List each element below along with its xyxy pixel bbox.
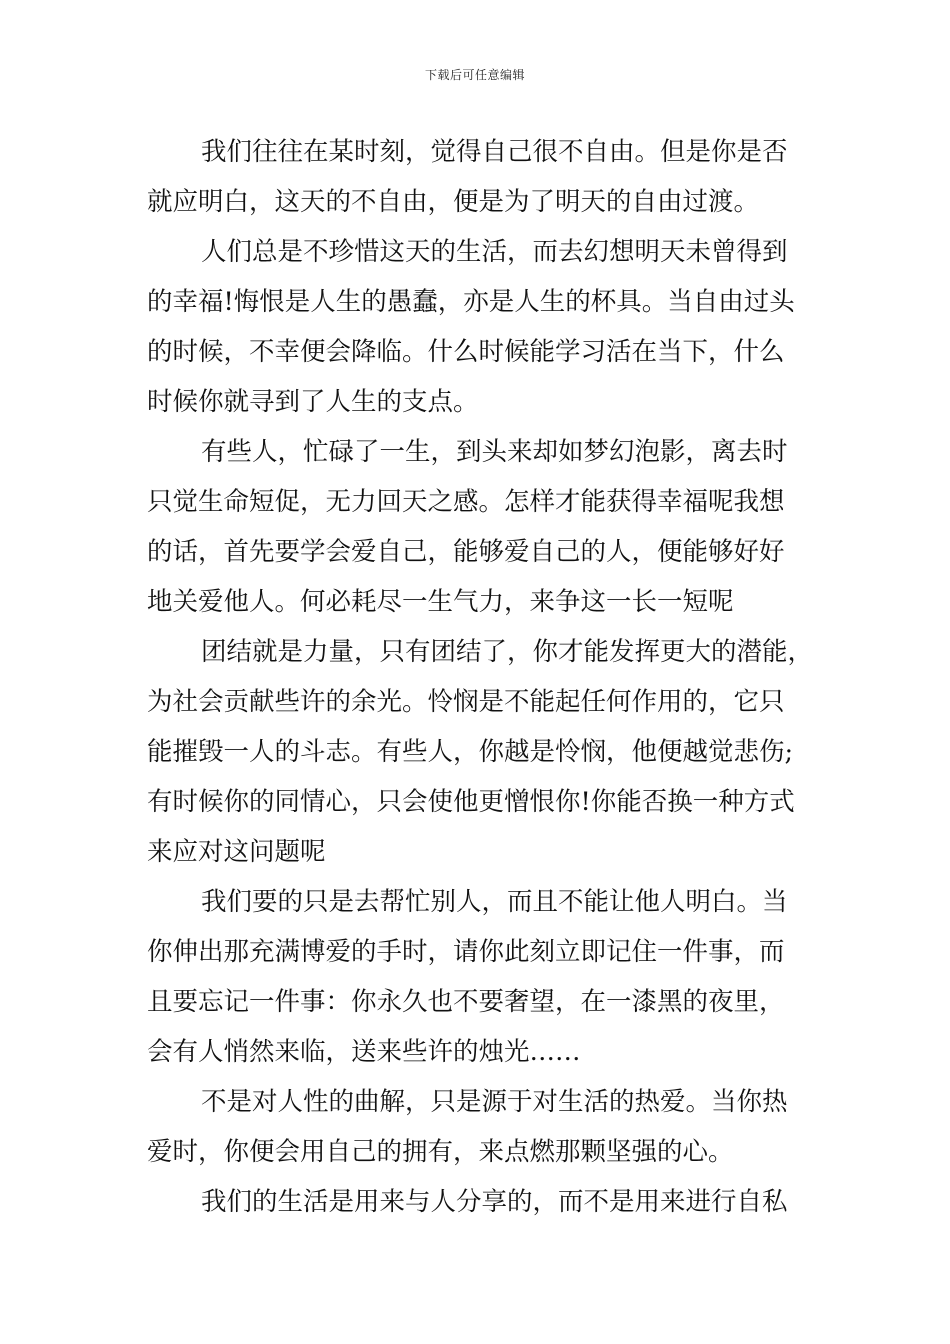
text-line: 来应对这问题呢 xyxy=(147,837,326,867)
text-line: 为社会贡献些许的余光。怜悯是不能起任何作用的，它只 xyxy=(147,687,785,717)
text-line: 就应明白，这天的不自由，便是为了明天的自由过渡。 xyxy=(147,187,760,217)
text-line: 有些人，忙碌了一生，到头来却如梦幻泡影，离去时 xyxy=(201,437,788,467)
text-line: 地关爱他人。何必耗尽一生气力，来争这一长一短呢 xyxy=(147,587,734,617)
text-line: 不是对人性的曲解，只是源于对生活的热爱。当你热 xyxy=(201,1087,788,1117)
text-line: 团结就是力量，只有团结了，你才能发挥更大的潜能， xyxy=(201,637,814,667)
document-body xyxy=(147,127,827,1227)
page-header: 下载后可任意编辑 xyxy=(424,68,525,82)
text-line: 你伸出那充满博爱的手时，请你此刻立即记住一件事，而 xyxy=(147,937,785,967)
text-line: 会有人悄然来临，送来些许的烛光…… xyxy=(147,1037,581,1067)
text-line: 的幸福!悔恨是人生的愚蠢，亦是人生的杯具。当自由过头 xyxy=(147,287,795,317)
text-line: 只觉生命短促，无力回天之感。怎样才能获得幸福呢我想 xyxy=(147,487,785,517)
text-line: 时候你就寻到了人生的支点。 xyxy=(147,387,479,417)
text-line: 人们总是不珍惜这天的生活，而去幻想明天未曾得到 xyxy=(201,237,788,267)
text-line: 的时候，不幸便会降临。什么时候能学习活在当下，什么 xyxy=(147,337,785,367)
text-line: 我们往往在某时刻，觉得自己很不自由。但是你是否 xyxy=(201,137,788,167)
text-line: 且要忘记一件事：你永久也不要奢望，在一漆黑的夜里， xyxy=(147,987,785,1017)
text-line: 我们要的只是去帮忙别人，而且不能让他人明白。当 xyxy=(201,887,788,917)
text-line: 的话，首先要学会爱自己，能够爱自己的人，便能够好好 xyxy=(147,537,785,567)
text-line: 能摧毁一人的斗志。有些人，你越是怜悯，他便越觉悲伤; xyxy=(147,737,794,767)
text-line: 我们的生活是用来与人分享的，而不是用来进行自私 xyxy=(201,1187,788,1217)
text-line: 有时候你的同情心，只会使他更憎恨你!你能否换一种方式 xyxy=(147,787,795,817)
text-line: 爱时，你便会用自己的拥有，来点燃那颗坚强的心。 xyxy=(147,1137,734,1167)
